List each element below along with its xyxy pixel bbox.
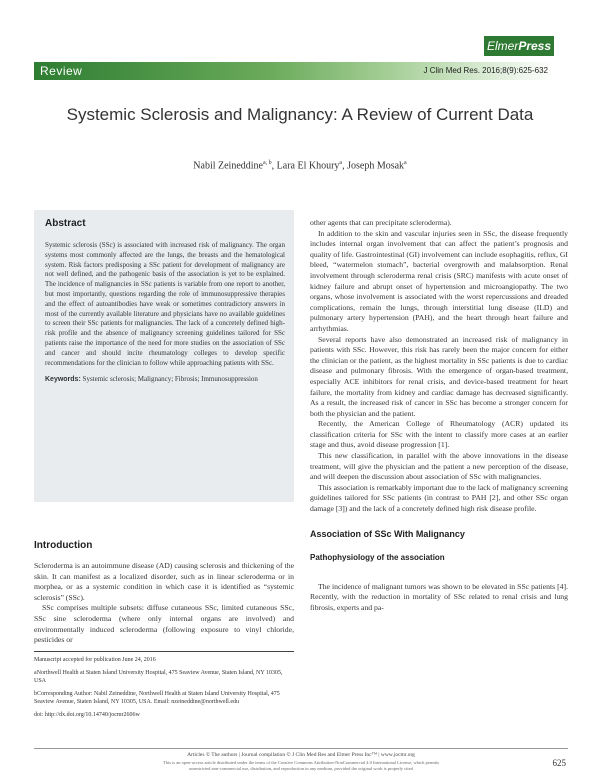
logo-text-a: Elmer bbox=[486, 39, 519, 53]
body-paragraph: Several reports have also demonstrated an increased risk of malignancy in patients with SSc. However, this risk has rarely been the major concern for either the clinician or the patient, as the highest mortality in SSc patients is due to cardiac disease and pulmonary fibrosis. With the emergence of organ-based treatment, especially ACE inhibitors for renal crisis, and device-based treatment for heart failure, the mortality from kidney and cardiac damage has decreased significantly. As a result, the increased risk of cancer in SSc has become a stronger concern for both the physician and the patient. bbox=[310, 334, 568, 418]
footer-copyright: Articles © The authors | Journal compilation © J Clin Med Res and Elmer Press Inc™ | www.jocmr.org bbox=[187, 752, 415, 758]
keywords-list: Systemic sclerosis; Malignancy; Fibrosis; Immunosuppression bbox=[82, 375, 258, 384]
left-column bbox=[34, 210, 294, 646]
affiliation-a: aNorthwell Health at Staten Island University Hospital, 475 Seaview Avenue, Staten Island, NY 10305, USA bbox=[34, 670, 283, 684]
right-column bbox=[310, 218, 568, 613]
author-name: Lara El Khoury bbox=[276, 160, 340, 172]
body-paragraph: other agents that can precipitate scleroderma). bbox=[310, 218, 452, 227]
abstract-heading: Abstract bbox=[45, 218, 86, 229]
pathophysiology-heading: Pathophysiology of the association bbox=[310, 552, 445, 562]
body-paragraph: This new classification, in parallel with the above innovations in the disease treatment, will give the physician and the patient a new perception of the disease, and will deepen the discussion about association of SSc with malignancies. bbox=[310, 451, 568, 482]
association-heading: Association of SSc With Malignancy bbox=[310, 528, 465, 539]
author-separator: , bbox=[271, 160, 277, 172]
author-affiliation-mark: a, b bbox=[262, 160, 272, 166]
keywords bbox=[45, 375, 285, 385]
footer-divider bbox=[34, 748, 568, 749]
author-affiliation-mark: a bbox=[404, 160, 407, 166]
abstract-text: Systemic sclerosis (SSc) is associated with increased risk of malignancy. The organ systems most commonly affected are the lungs, the breasts and the hematological system. Risk factors predisposing a SSc patient for development of malignancy are not well defined, and the pathogenic basis of the association is yet to be explained. The incidence of malignancies in SSc patients is variable from one report to another, but most importantly, questions regarding the role of immunosuppressive therapies and the effect of autoantibodies have weak or sometimes contradictory answers in most of the currently available literature and physicians have no available guidelines to screen their SSc patients for malignancies. The lack of a concretely defined high-risk profile and the absence of malignancy screening guidelines tailored for SSc patients raise the importance of the need for more studies on the association of SSc and cancer and should incite rheumatology colleges to develop specific recommendations for the clinician to follow while approaching patients with SSc. bbox=[45, 241, 285, 367]
affiliation-b: bCorresponding Author: Nabil Zeineddine, Northwell Health at Staten Island University Hospital, 475 Seaview Avenue, Staten Island, NY 10305, USA. Email: nzeineddine@northwell.edu bbox=[34, 691, 280, 705]
footnotes bbox=[34, 656, 294, 724]
journal-reference: J Clin Med Res. 2016;8(9):625-632 bbox=[423, 66, 548, 75]
introduction-paragraph: Scleroderma is an autoimmune disease (AD) causing sclerosis and thickening of the skin. It can manifest as a localized disorder, such as in linear scleroderma or in morphea, or as a systemic condition in which case it is identified as “systemic sclerosis” (SSc). bbox=[34, 561, 294, 602]
body-paragraph: This association is remarkably important due to the lack of malignancy screening guidelines tailored for SSc patients (in contrast to PAH [2], and other SSc organ damage [3]) and the lack of a concretely defined high risk disease profile. bbox=[310, 482, 568, 514]
body-paragraph: In addition to the skin and vascular injuries seen in SSc, the disease frequently includes internal organ involvement that can affect the patient’s prognosis and quality of life. Gastrointestinal (GI) involvement can include esophagitis, reflux, GI bleed, “watermelon stomach”, bacterial overgrowth and malabsorption. Renal involvement through scleroderma renal crisis (SRC) manifests with acute onset of kidney failure and abrupt onset of hypertension and microangiopathy. The two organs, whose involvement is associated with the worst repercussions and dreaded complications, remain the lungs, through interstitial lung disease (ILD) and pulmonary artery hypertension (PAH), and the heart through heart failure and arrhythmias. bbox=[310, 228, 568, 333]
manuscript-note: Manuscript accepted for publication June 24, 2016 bbox=[34, 657, 156, 663]
doi-link[interactable]: doi: http://dx.doi.org/10.14740/jocmr2606w bbox=[34, 712, 140, 718]
author-name: Nabil Zeineddine bbox=[193, 160, 263, 172]
body-paragraph: Recently, the American College of Rheumatology (ACR) updated its classification criteria for SSc with the intent to classify more cases at an earlier stage and thus, avoid disease progression [1]. bbox=[310, 419, 568, 450]
author-name: Joseph Mosak bbox=[347, 160, 405, 172]
body-paragraph: The incidence of malignant tumors was shown to be elevated in SSc patients [4]. Recently, with the reduction in mortality of SSc related to renal crisis and lung fibrosis, experts and pa- bbox=[310, 581, 568, 612]
article-title: Systemic Sclerosis and Malignancy: A Review of Current Data bbox=[66, 105, 534, 124]
author-list bbox=[60, 160, 540, 171]
page-number: 625 bbox=[552, 758, 566, 768]
footer-license-cont: unrestricted non-commercial use, distribution, and reproduction in any medium, provided the original work is properly cited bbox=[189, 766, 413, 771]
footnote-divider bbox=[34, 651, 294, 652]
introduction-heading: Introduction bbox=[34, 540, 93, 551]
introduction-paragraph: SSc comprises multiple subsets: diffuse cutaneous SSc, limited cutaneous SSc, SSc sine scleroderma (where only internal organs are involved) and environmentally induced scleroderma (following exposure to vinyl chloride, pesticides or bbox=[34, 603, 294, 645]
footer-license: This is an open-access article distributed under the terms of the Creative Commons Attribution-NonCommercial 4.0 International License, which permits bbox=[163, 760, 439, 765]
section-label: Review bbox=[40, 64, 83, 78]
logo-text-b: Press bbox=[518, 39, 552, 53]
author-affiliation-mark: a bbox=[339, 160, 343, 166]
abstract-box bbox=[34, 210, 294, 502]
author-separator: , bbox=[342, 160, 348, 172]
keywords-label: Keywords: bbox=[45, 376, 81, 384]
publisher-logo bbox=[484, 36, 554, 56]
